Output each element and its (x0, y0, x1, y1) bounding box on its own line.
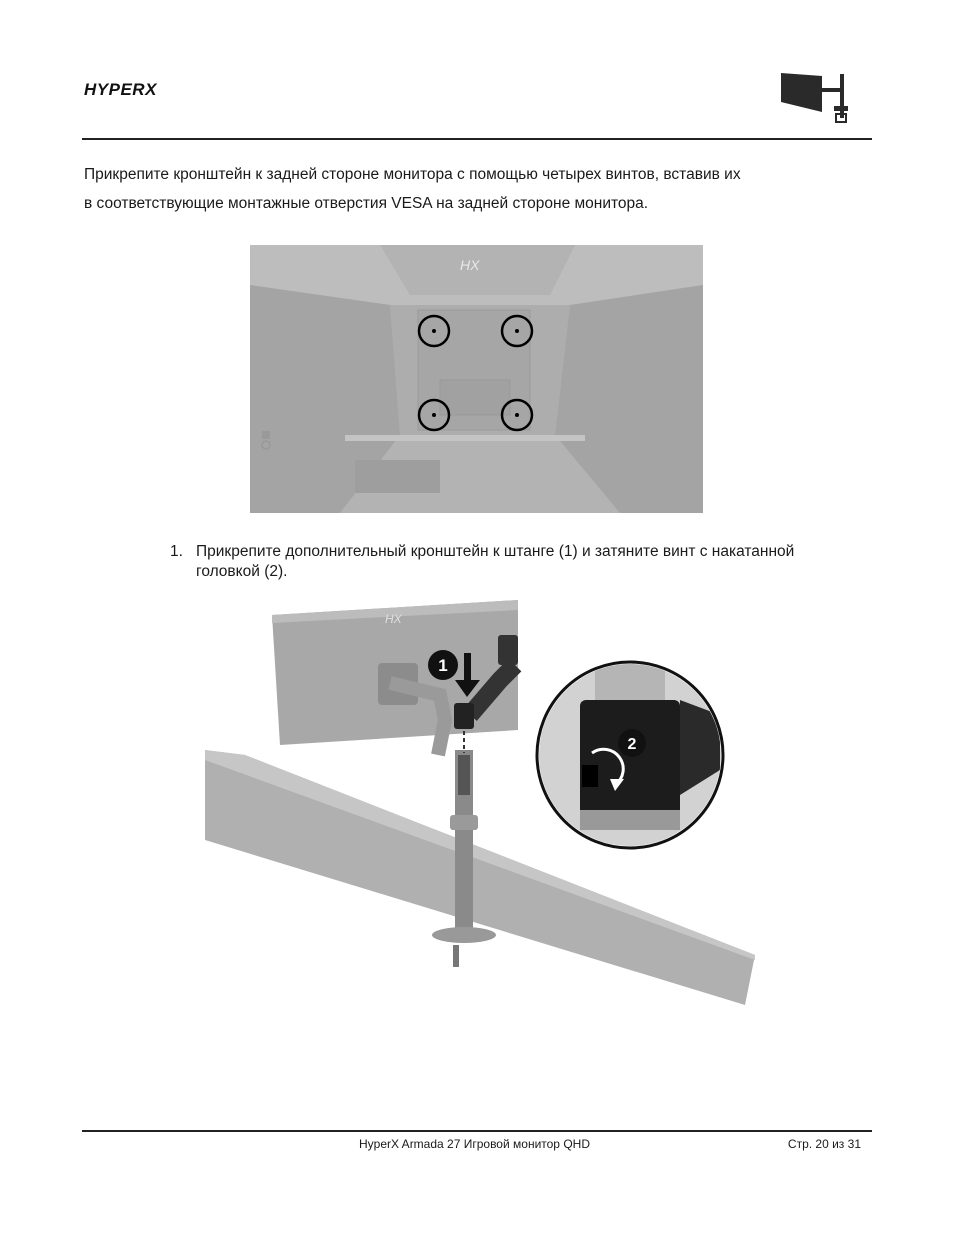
hyperx-logo (84, 80, 184, 112)
footer-divider (82, 1130, 872, 1132)
footer-title: HyperX Armada 27 Игровой монитор QHD (359, 1137, 590, 1151)
arm-attachment-figure (200, 595, 760, 1015)
page-number: Стр. 20 из 31 (787, 1137, 861, 1151)
callout-2: 2 (627, 736, 637, 753)
monitor-back-vesa-figure (250, 245, 703, 513)
intro-line-1: Прикрепите кронштейн к задней стороне монитора с помощью четырех винтов, вставив их (84, 166, 741, 183)
intro-line-2: в соответствующие монтажные отверстия VESA на задней стороне монитора. (84, 195, 649, 212)
callout-1: 1 (438, 656, 448, 675)
step-text: Прикрепите дополнительный кронштейн к штанге (1) и затяните винт с накатанной головкой (2). (196, 543, 795, 580)
header-divider (82, 138, 872, 140)
figure2-brand-mark: HX (385, 612, 402, 626)
logo-text: HYPERX (84, 80, 157, 99)
step-number: 1. (170, 543, 183, 560)
monitor-arm-icon (778, 70, 852, 124)
intro-paragraph (84, 160, 864, 218)
figure1-brand-mark: HX (460, 257, 480, 273)
